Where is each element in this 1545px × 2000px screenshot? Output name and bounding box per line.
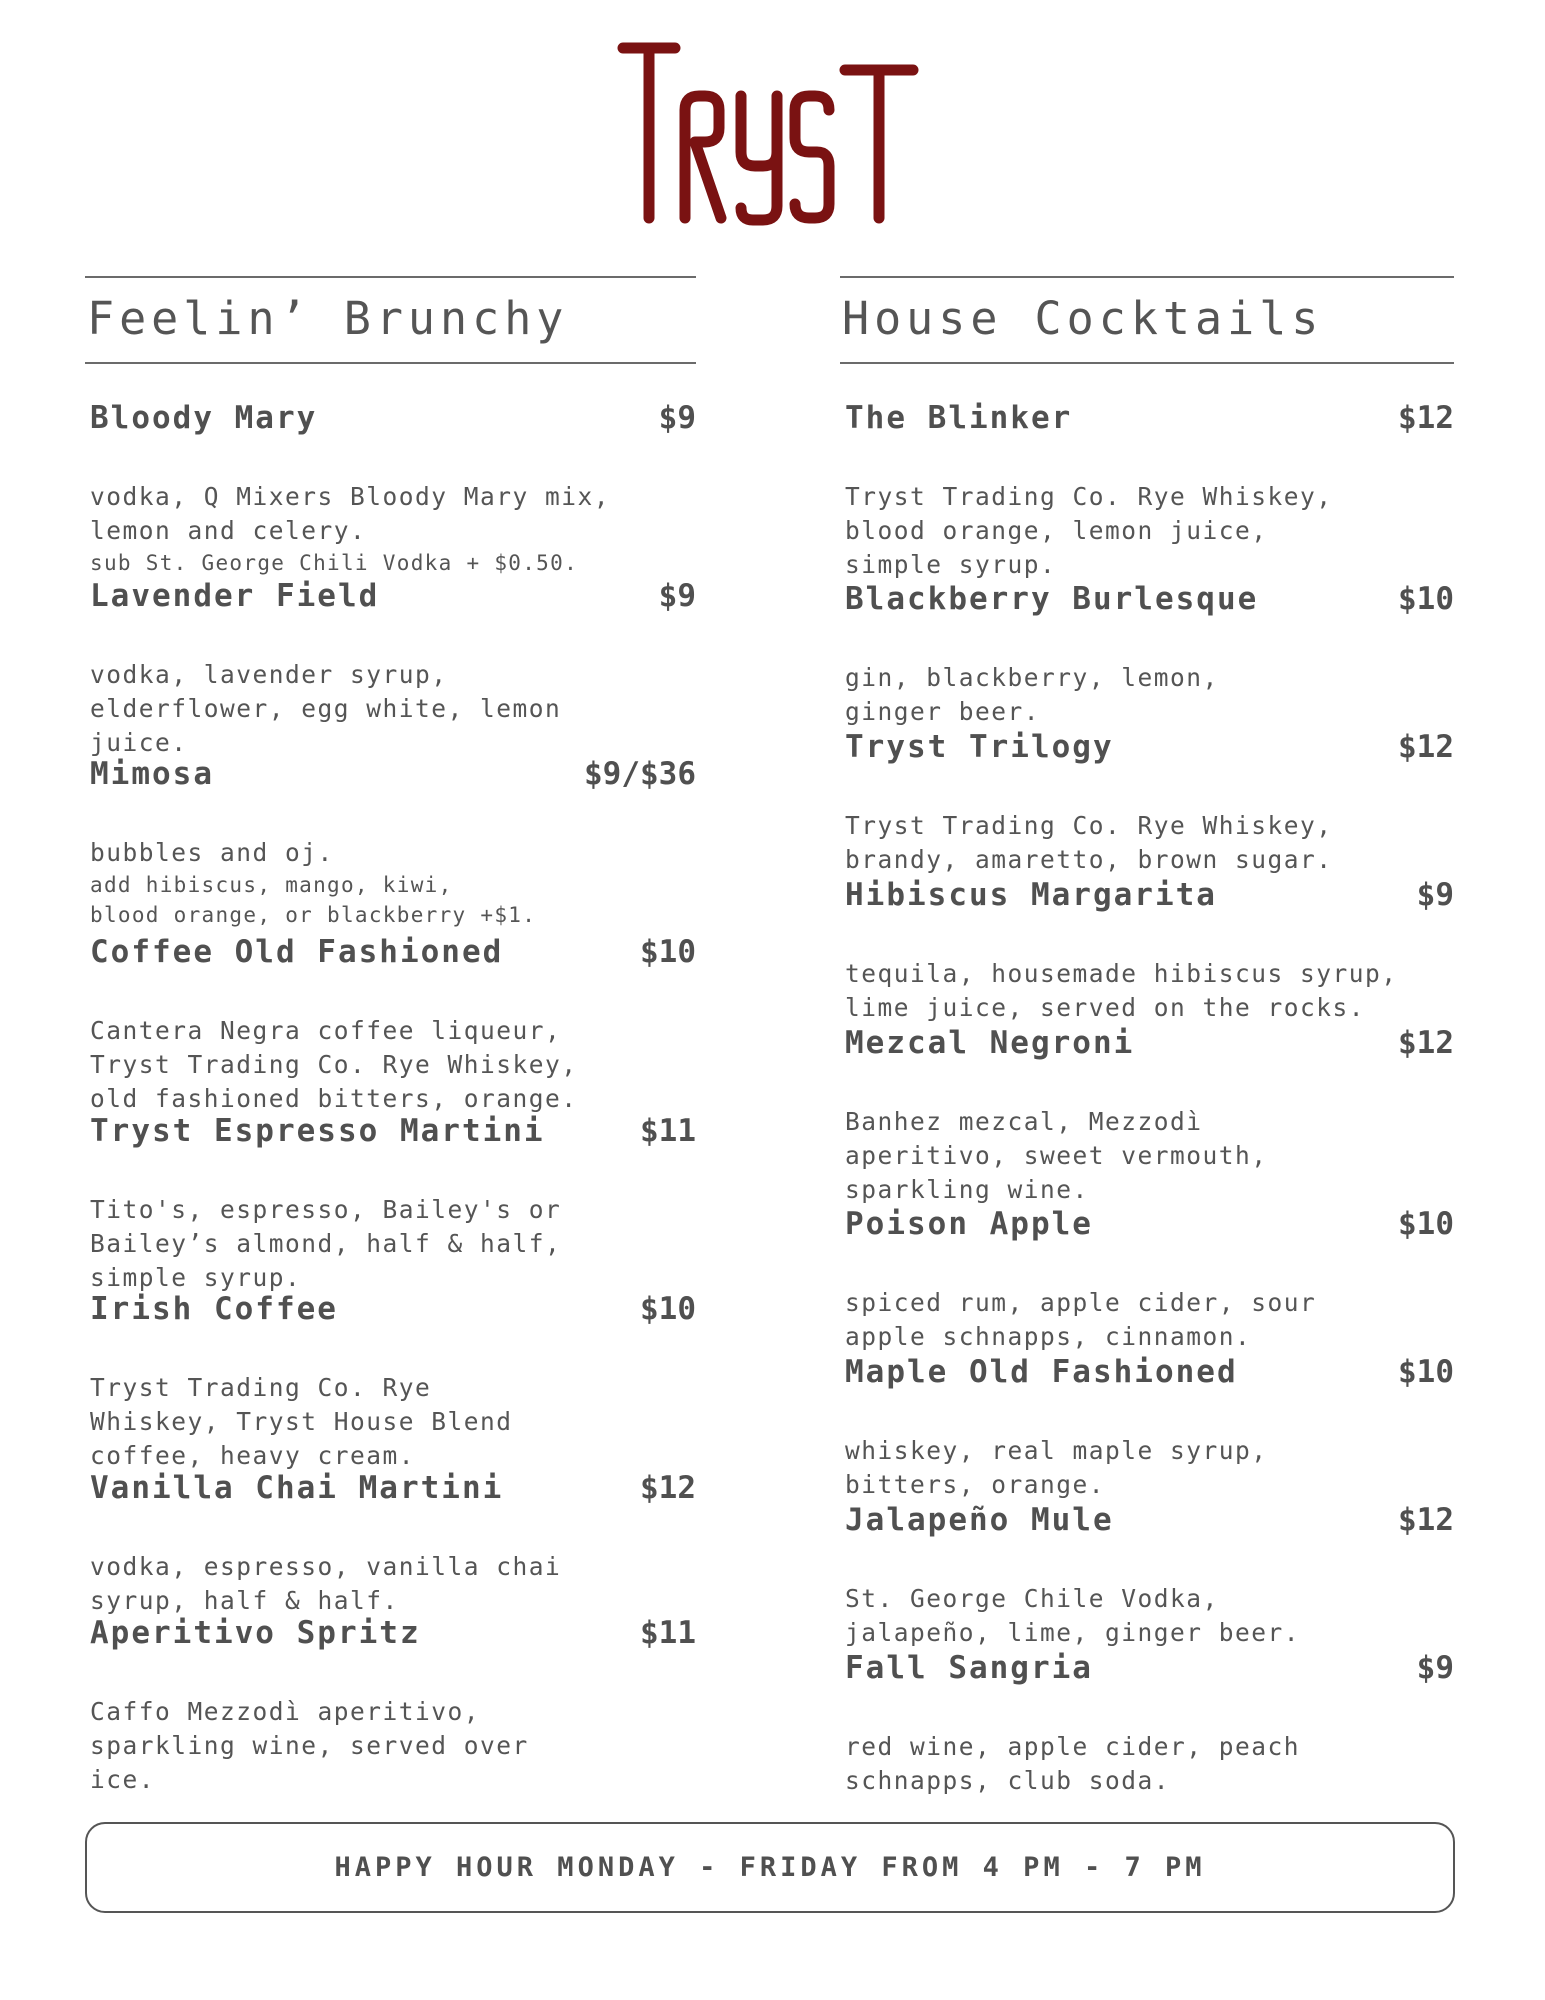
item-price: $12 bbox=[1398, 1502, 1454, 1538]
item-name: Aperitivo Spritz bbox=[90, 1615, 421, 1651]
brand-logo bbox=[0, 10, 1545, 260]
item-name: Poison Apple bbox=[845, 1206, 1093, 1242]
item-price: $10 bbox=[1398, 1206, 1454, 1242]
item-name: Tryst Trilogy bbox=[845, 729, 1114, 765]
item-description bbox=[845, 627, 1219, 729]
item-price: $9 bbox=[1416, 877, 1454, 913]
item-description bbox=[90, 1516, 561, 1618]
item-name: Mimosa bbox=[90, 756, 214, 792]
section-title: House Cocktails bbox=[842, 292, 1324, 345]
item-description-text: St. George Chile Vodka, jalapeño, lime, ginger beer. bbox=[845, 1584, 1301, 1647]
item-description bbox=[845, 923, 1398, 1025]
house-cocktails-section bbox=[840, 276, 1454, 1795]
item-description-text: Tryst Trading Co. Rye Whiskey, blood orange, lemon juice, simple syrup. bbox=[845, 482, 1333, 579]
item-name: Mezcal Negroni bbox=[845, 1025, 1135, 1061]
item-note: sub St. George Chili Vodka + $0.50. bbox=[90, 551, 579, 575]
item-description bbox=[845, 1252, 1316, 1354]
item-description-text: Tryst Trading Co. Rye Whiskey, Tryst House Blend coffee, heavy cream. bbox=[90, 1373, 513, 1470]
item-description-text: tequila, housemade hibiscus syrup, lime juice, served on the rocks. bbox=[845, 959, 1398, 1022]
item-name: Tryst Espresso Martini bbox=[90, 1113, 545, 1149]
item-price: $12 bbox=[1398, 729, 1454, 765]
section-header bbox=[85, 276, 696, 364]
item-description-text: vodka, Q Mixers Bloody Mary mix, lemon and celery. bbox=[90, 482, 611, 545]
item-price: $9 bbox=[658, 578, 696, 614]
tryst-logo bbox=[613, 10, 933, 230]
item-price: $11 bbox=[640, 1113, 696, 1149]
item-description-text: Tito's, espresso, Bailey's or Bailey’s almond, half & half, simple syrup. bbox=[90, 1195, 562, 1292]
item-name: Blackberry Burlesque bbox=[845, 581, 1259, 617]
item-description bbox=[845, 446, 1333, 582]
item-name: Lavender Field bbox=[90, 578, 380, 614]
item-price: $12 bbox=[1398, 400, 1454, 436]
item-price: $9 bbox=[658, 400, 696, 436]
item-description-text: red wine, apple cider, peach schnapps, club soda. bbox=[845, 1732, 1301, 1795]
item-description-text: Cantera Negra coffee liqueur, Tryst Trading Co. Rye Whiskey, old fashioned bitters, orange. bbox=[90, 1016, 578, 1113]
item-description bbox=[90, 624, 561, 760]
item-description-text: vodka, lavender syrup, elderflower, egg white, lemon juice. bbox=[90, 660, 562, 757]
item-description bbox=[845, 1400, 1268, 1502]
item-price: $12 bbox=[640, 1470, 696, 1506]
item-description bbox=[90, 1159, 561, 1295]
item-price: $10 bbox=[1398, 1354, 1454, 1390]
item-description bbox=[845, 775, 1333, 877]
item-description-text: Caffo Mezzodì aperitivo, sparkling wine, served over ice. bbox=[90, 1697, 529, 1794]
item-note: add hibiscus, mango, kiwi, blood orange, or blackberry +$1. bbox=[90, 873, 537, 927]
item-description bbox=[845, 1548, 1300, 1650]
item-name: Vanilla Chai Martini bbox=[90, 1470, 504, 1506]
item-name: Bloody Mary bbox=[90, 400, 318, 436]
item-description bbox=[90, 1337, 513, 1473]
item-description-text: whiskey, real maple syrup, bitters, orange. bbox=[845, 1436, 1268, 1499]
item-price: $11 bbox=[640, 1615, 696, 1651]
item-name: Irish Coffee bbox=[90, 1291, 338, 1327]
section-header bbox=[840, 276, 1454, 364]
brunch-section bbox=[85, 276, 696, 1794]
item-description bbox=[845, 1071, 1268, 1207]
item-name: Fall Sangria bbox=[845, 1650, 1093, 1686]
item-name: Coffee Old Fashioned bbox=[90, 934, 504, 970]
item-price: $12 bbox=[1398, 1025, 1454, 1061]
item-description bbox=[90, 1661, 529, 1797]
item-price: $10 bbox=[640, 934, 696, 970]
item-name: Jalapeño Mule bbox=[845, 1502, 1114, 1538]
item-description-text: Tryst Trading Co. Rye Whiskey, brandy, amaretto, brown sugar. bbox=[845, 811, 1333, 874]
item-name: The Blinker bbox=[845, 400, 1073, 436]
item-description-text: spiced rum, apple cider, sour apple schnapps, cinnamon. bbox=[845, 1288, 1317, 1351]
item-price: $9/$36 bbox=[584, 756, 696, 792]
item-name: Hibiscus Margarita bbox=[845, 877, 1217, 913]
happy-hour-text: HAPPY HOUR MONDAY - FRIDAY FROM 4 PM - 7 PM bbox=[334, 1852, 1206, 1883]
item-description-text: Banhez mezcal, Mezzodì aperitivo, sweet vermouth, sparkling wine. bbox=[845, 1107, 1268, 1204]
section-title: Feelin’ Brunchy bbox=[87, 292, 569, 345]
item-description-text: gin, blackberry, lemon, ginger beer. bbox=[845, 663, 1219, 726]
happy-hour-banner bbox=[85, 1822, 1455, 1913]
item-description-text: vodka, espresso, vanilla chai syrup, half & half. bbox=[90, 1552, 562, 1615]
item-price: $10 bbox=[1398, 581, 1454, 617]
item-description-text: bubbles and oj. bbox=[90, 838, 334, 867]
item-description bbox=[845, 1696, 1300, 1798]
item-description bbox=[90, 980, 578, 1116]
item-price: $10 bbox=[640, 1291, 696, 1327]
item-name: Maple Old Fashioned bbox=[845, 1354, 1238, 1390]
item-price: $9 bbox=[1416, 1650, 1454, 1686]
